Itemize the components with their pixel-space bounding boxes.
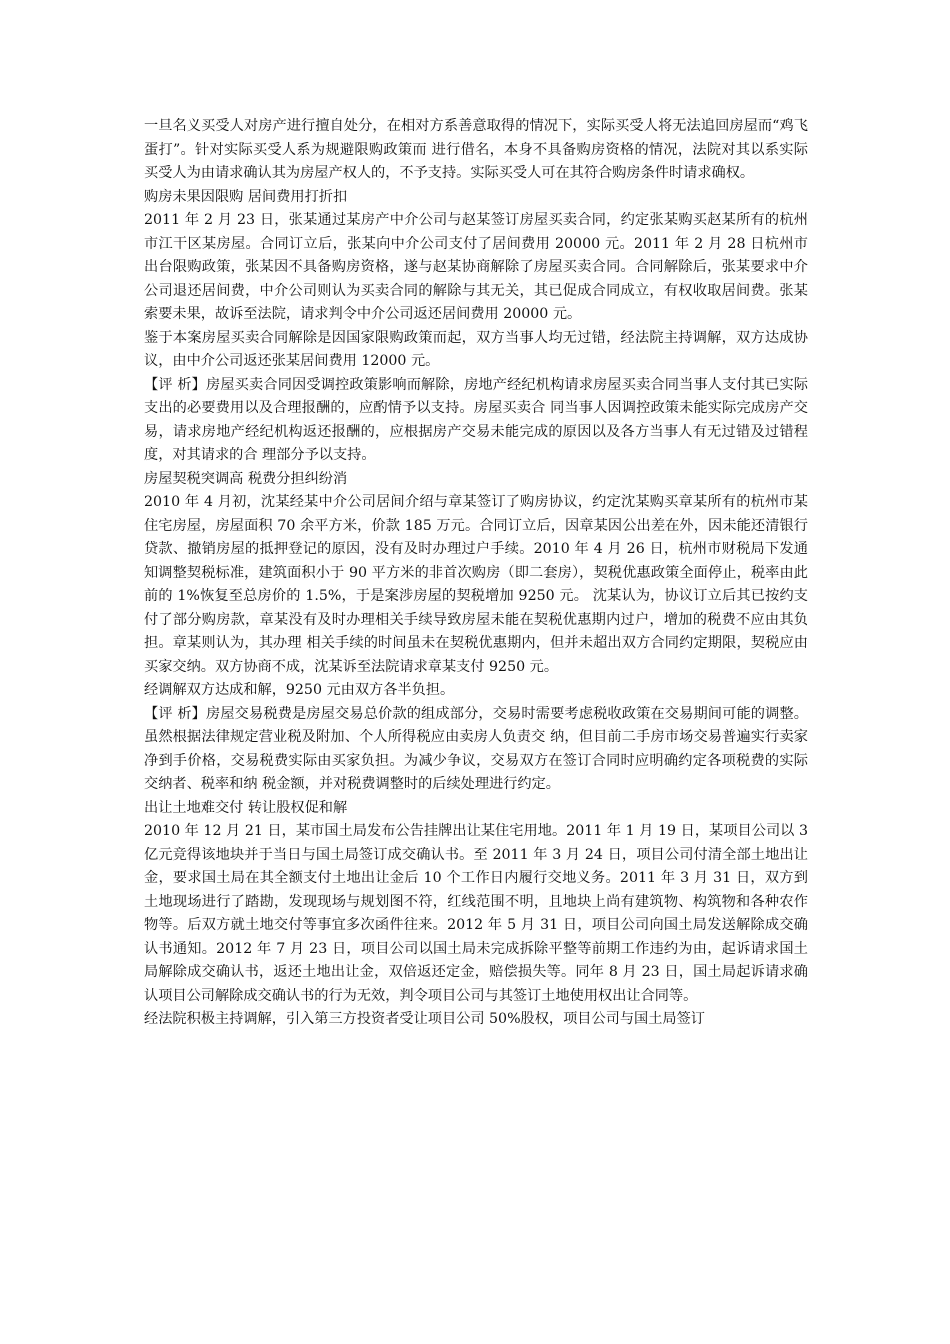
paragraph-commentary-tax: 【评 析】房屋交易税费是房屋交易总价款的组成部分，交易时需要考虑税收政策在交易期间可能的调整。虽然根据法律规定营业税及附加、个人所得税应由卖房人负责交 纳，但目前二手房市场交易普遍实行卖家净到手价格，交易税费实际由买家负担。为减少争议，交易双方在签订合同时应明确约定各项税费的实际交纳者、税率和纳 税金额，并对税费调整时的后续处理进行约定。 <box>144 705 808 792</box>
paragraph-mediation-land: 经法院积极主持调解，引入第三方投资者受让项目公司 50%股权，项目公司与国土局签订 <box>144 1011 705 1027</box>
document-body <box>144 115 808 1032</box>
section-heading-purchase-restriction: 购房未果因限购 居间费用打折扣 <box>144 188 348 205</box>
paragraph-case-zhang: 2011 年 2 月 23 日，张某通过某房产中介公司与赵某签订房屋买卖合同，约定张某购买赵某所有的杭州市江干区某房屋。合同订立后，张某向中介公司支付了居间费用 20000 元。2011 年 2 月 28 日杭州市出台限购政策，张某因不具备购房资格，遂与赵某协商解除了房屋买卖合同。合同解除后，张某要求中介公司退还居间费，中介公司则认为买卖合同的解除与其无关，其已促成合同成立，有权收取居间费。张某索要未果，故诉至法院，请求判令中介公司返还居间费用 20000 元。 <box>144 212 808 322</box>
paragraph-mediation-zhang: 鉴于本案房屋买卖合同解除是因国家限购政策而起，双方当事人均无过错，经法院主持调解，双方达成协议，由中介公司返还张某居间费用 12000 元。 <box>144 329 808 369</box>
paragraph-intro-continuation: 一旦名义买受人对房产进行擅自处分，在相对方系善意取得的情况下，实际买受人将无法追回房屋而“鸡飞蛋打”。针对实际买受人系为规避限购政策而 进行借名，本身不具备购房资格的情况，法院对其以系实际买受人为由请求确认其为房屋产权人的，不予支持。实际买受人可在其符合购房条件时请求确权。 <box>144 118 808 181</box>
section-heading-land-transfer: 出让土地难交付 转让股权促和解 <box>144 799 348 816</box>
paragraph-case-shen: 2010 年 4 月初，沈某经某中介公司居间介绍与章某签订了购房协议，约定沈某购买章某所有的杭州市某住宅房屋，房屋面积 70 余平方米，价款 185 万元。合同订立后，因章某因公出差在外，因未能还清银行贷款、撤销房屋的抵押登记的原因，没有及时办理过户手续。2010 年 4 月 26 日，杭州市财税局下发通知调整契税标准，建筑面积小于 90 平方米的非首次购房（即二套房），契税优惠政策全面停止，税率由此前的 1%恢复至总房价的 1.5%，于是案涉房屋的契税增加 9250 元。 沈某认为，协议订立后其已按约支付了部分购房款，章某没有及时办理相关手续导致房屋未能在契税优惠期内过户，增加的税费不应由其负担。章某则认为，其办理 相关手续的时间虽未在契税优惠期内，但并未超出双方合同约定期限，契税应由买家交纳。双方协商不成，沈某诉至法院请求章某支付 9250 元。 <box>144 494 808 675</box>
paragraph-case-land: 2010 年 12 月 21 日，某市国土局发布公告挂牌出让某住宅用地。2011 年 1 月 19 日，某项目公司以 3 亿元竞得该地块并于当日与国土局签订成交确认书。至 2011 年 3 月 24 日，项目公司付清全部土地出让金，要求国土局在其全额支付土地出让金后 10 个工作日内履行交地义务。2011 年 3 月 31 日，双方到土地现场进行了踏勘，发现现场与规划图不符，红线范围不明，且地块上尚有建筑物、构筑物和各种农作物等。后双方就土地交付等事宜多次函件往来。2012 年 5 月 31 日，项目公司向国土局发送解除成交确认书通知。2012 年 7 月 23 日，项目公司以国土局未完成拆除平整等前期工作违约为由，起诉请求国土局解除成交确认书，返还土地出让金，双倍返还定金，赔偿损失等。同年 8 月 23 日，国土局起诉请求确认项目公司解除成交确认书的行为无效，判令项目公司与其签订土地使用权出让合同等。 <box>144 823 808 1004</box>
paragraph-commentary-brokerage: 【评 析】房屋买卖合同因受调控政策影响而解除，房地产经纪机构请求房屋买卖合同当事人支付其已实际支出的必要费用以及合理报酬的，应酌情予以支持。房屋买卖合 同当事人因调控政策未能实际完成房产交易，请求房地产经纪机构返还报酬的，应根据房产交易未能完成的原因以及各方当事人有无过错及过错程度，对其请求的合 理部分予以支持。 <box>144 376 808 463</box>
section-heading-deed-tax: 房屋契税突调高 税费分担纠纷消 <box>144 470 348 487</box>
paragraph-settlement-shen: 经调解双方达成和解，9250 元由双方各半负担。 <box>144 682 455 698</box>
